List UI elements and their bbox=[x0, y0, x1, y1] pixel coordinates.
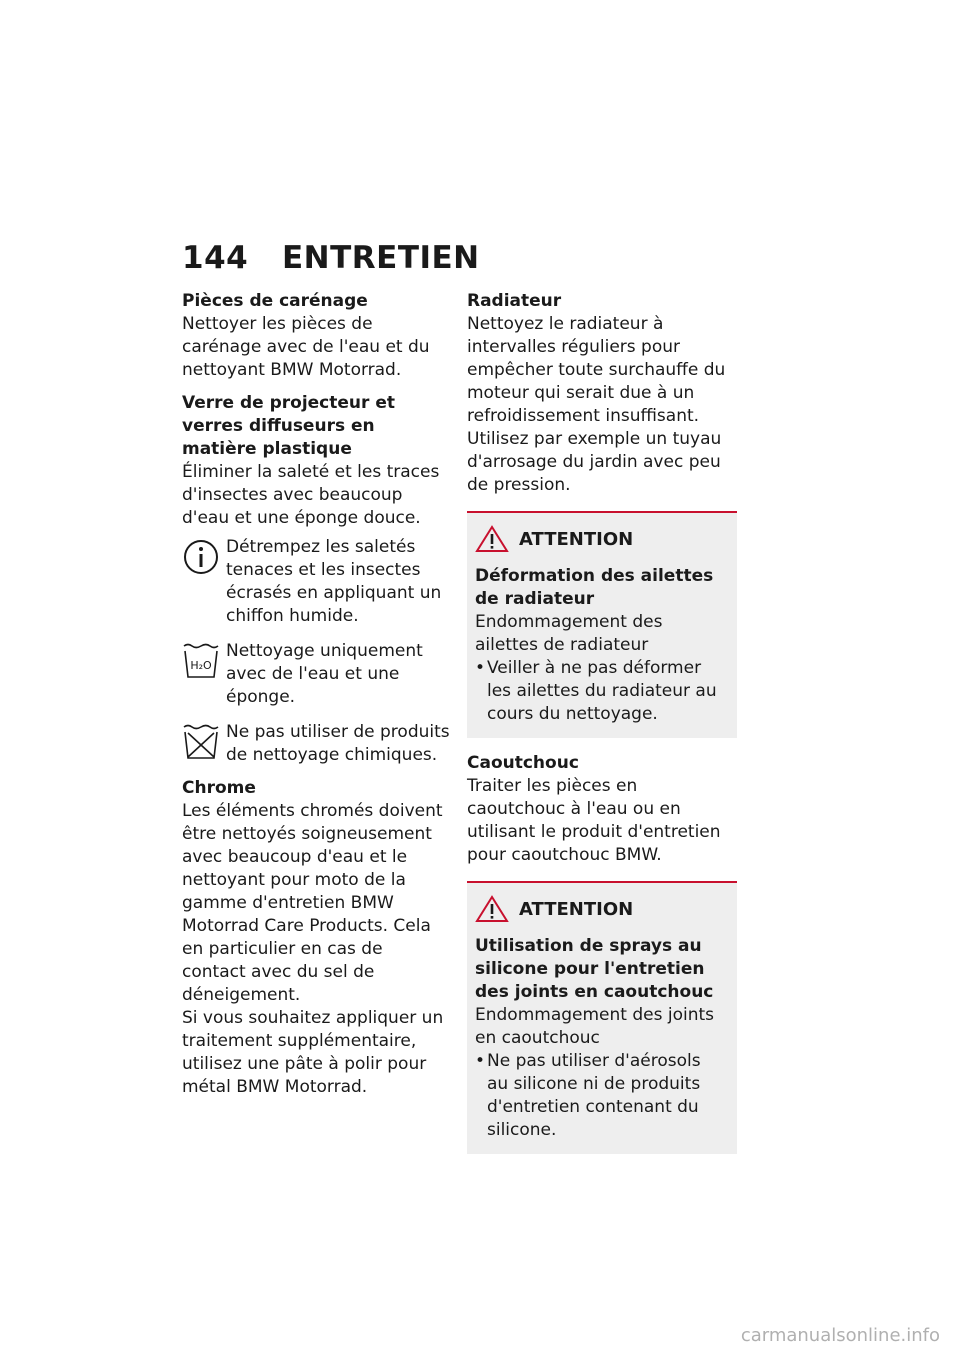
section-text-verre: Éliminer la saleté et les traces d'insectes avec beaucoup d'eau et une éponge douce. bbox=[182, 462, 440, 528]
info-note bbox=[182, 536, 450, 628]
warning-triangle-icon bbox=[475, 895, 509, 923]
water-wash-icon bbox=[182, 642, 220, 680]
section-text-chrome-2: Si vous souhaitez appliquer un traitement supplémentaire, utilisez une pâte à polir pour métal BMW Motorrad. bbox=[182, 1008, 444, 1097]
no-chemicals-icon bbox=[182, 723, 220, 761]
section-text-carenage: Nettoyer les pièces de carénage avec de l'eau et du nettoyant BMW Motorrad. bbox=[182, 314, 430, 380]
warning-box-caoutchouc bbox=[467, 881, 737, 1154]
warning-bullet: • Veiller à ne pas déformer les ailettes du radiateur au cours du nettoyage. bbox=[475, 657, 727, 726]
svg-text:H₂O: H₂O bbox=[190, 659, 212, 672]
watermark: carmanualsonline.info bbox=[740, 1325, 940, 1346]
right-column bbox=[467, 290, 737, 1168]
left-column bbox=[182, 290, 450, 1099]
warning-bullet: • Ne pas utiliser d'aérosols au silicone ni de produits d'entretien contenant du silicone. bbox=[475, 1050, 727, 1142]
section-title-radiateur: Radiateur bbox=[467, 291, 562, 311]
section-text-caoutchouc: Traiter les pièces en caoutchouc à l'eau ou en utilisant le produit d'entretien pour caoutchouc BMW. bbox=[467, 776, 721, 865]
water-text: Nettoyage uniquement avec de l'eau et une éponge. bbox=[226, 641, 423, 707]
chapter-title: ENTRETIEN bbox=[282, 240, 480, 276]
page-number: 144 bbox=[182, 240, 249, 276]
warning-label: ATTENTION bbox=[519, 898, 634, 920]
section-title-caoutchouc: Caoutchouc bbox=[467, 753, 579, 773]
page-header bbox=[182, 240, 480, 280]
warning-title: Utilisation de sprays au silicone pour l'entretien des joints en caoutchouc bbox=[475, 936, 714, 1002]
warning-triangle-icon bbox=[475, 525, 509, 553]
warning-text: Endommagement des joints en caoutchouc bbox=[475, 1005, 715, 1048]
info-text: Détrempez les saletés tenaces et les insectes écrasés en appliquant un chiffon humide. bbox=[226, 537, 442, 626]
warning-label: ATTENTION bbox=[519, 528, 634, 550]
section-text-radiateur-2: Utilisez par exemple un tuyau d'arrosage du jardin avec peu de pression. bbox=[467, 429, 722, 495]
warning-list bbox=[475, 1050, 727, 1142]
info-icon bbox=[182, 538, 220, 576]
section-title-chrome: Chrome bbox=[182, 778, 256, 798]
warning-list bbox=[475, 657, 727, 726]
warning-text: Endommagement des ailettes de radiateur bbox=[475, 612, 663, 655]
water-note bbox=[182, 640, 450, 709]
no-chemicals-note bbox=[182, 721, 450, 767]
no-chemicals-text: Ne pas utiliser de produits de nettoyage chimiques. bbox=[226, 722, 450, 765]
section-title-carenage: Pièces de carénage bbox=[182, 291, 368, 311]
section-text-chrome-1: Les éléments chromés doivent être nettoyés soigneusement avec beaucoup d'eau et le nettoyant pour moto de la gamme d'entretien BMW Motorrad Care Products. Cela en particulier en cas de contact avec du sel de déneigement. bbox=[182, 801, 443, 1005]
warning-box-radiateur bbox=[467, 511, 737, 738]
section-text-radiateur-1: Nettoyez le radiateur à intervalles réguliers pour empêcher toute surchauffe du moteur qui serait due à un refroidissement insuffisant. bbox=[467, 314, 726, 426]
section-title-verre: Verre de projecteur et verres diffuseurs en matière plastique bbox=[182, 393, 395, 459]
warning-title: Déformation des ailettes de radiateur bbox=[475, 566, 714, 609]
